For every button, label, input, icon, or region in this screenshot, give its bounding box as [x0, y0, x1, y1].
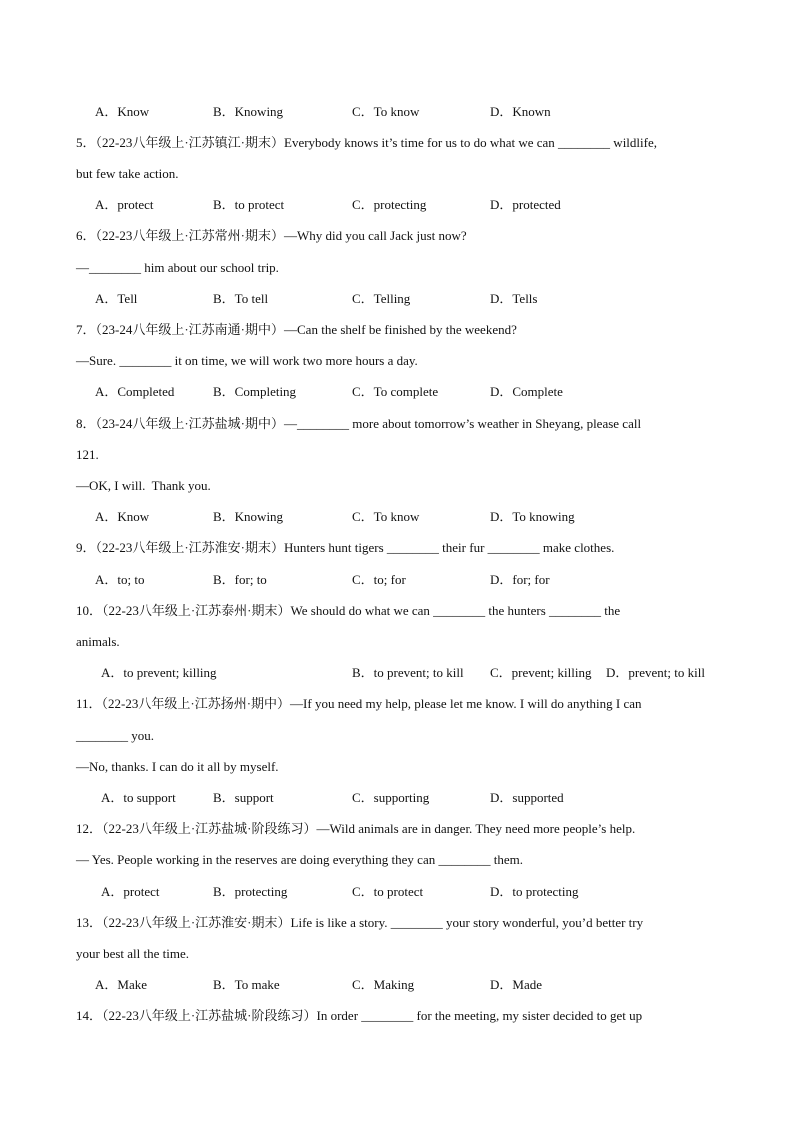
- question-source: （23-24八年级上·江苏盐城·期中）: [95, 416, 285, 431]
- option-c: C．prevent; killing: [490, 665, 592, 680]
- question-12-line-2: — Yes. People working in the reserves are doing everything they can ________ them.: [76, 852, 523, 867]
- option-c: C．To complete: [352, 384, 439, 399]
- option-a: A．Completed: [95, 384, 175, 399]
- option-b: B．for; to: [213, 572, 267, 587]
- question-10-line-1: [76, 603, 620, 619]
- question-source: （23-24八年级上·江苏南通·期中）: [95, 322, 285, 337]
- question-5-line-2: but few take action.: [76, 166, 179, 181]
- question-7-line-2: —Sure. ________ it on time, we will work two more hours a day.: [76, 353, 418, 368]
- option-b: B．protecting: [213, 884, 288, 899]
- question-11-line-2: ________ you.: [76, 728, 154, 743]
- question-9-line-1: [76, 540, 614, 556]
- option-b: B．To tell: [213, 291, 269, 306]
- option-d: D．To knowing: [490, 509, 575, 524]
- question-11-line-3: —No, thanks. I can do it all by myself.: [76, 759, 279, 774]
- option-d: D．prevent; to kill: [606, 665, 705, 680]
- option-c: C．to; for: [352, 572, 406, 587]
- option-b: B．Knowing: [213, 509, 284, 524]
- option-a: A．Tell: [95, 291, 138, 306]
- question-6-line-2: —________ him about our school trip.: [76, 260, 279, 275]
- option-b: B．To make: [213, 977, 280, 992]
- option-c: C．protecting: [352, 197, 427, 212]
- option-d: D．protected: [490, 197, 561, 212]
- question-stem: Everybody knows it’s time for us to do what we can ________ wildlife,: [284, 135, 657, 150]
- option-b: B．Completing: [213, 384, 297, 399]
- option-a: A．protect: [101, 884, 160, 899]
- question-source: （22-23八年级上·江苏镇江·期末）: [95, 135, 285, 150]
- option-d: D．Known: [490, 104, 551, 119]
- question-number: 11．: [76, 696, 102, 711]
- question-8-line-2: 121.: [76, 447, 99, 462]
- question-number: 14．: [76, 1008, 103, 1023]
- question-stem: —Why did you call Jack just now?: [284, 228, 467, 243]
- question-stem: —Can the shelf be finished by the weekend?: [284, 322, 517, 337]
- question-source: （22-23八年级上·江苏盐城·阶段练习）: [102, 821, 317, 836]
- option-d: D．Tells: [490, 291, 538, 306]
- question-source: （22-23八年级上·江苏泰州·期末）: [102, 603, 291, 618]
- question-stem: We should do what we can ________ the hunters ________ the: [290, 603, 621, 618]
- question-10-line-2: animals.: [76, 634, 120, 649]
- question-7-line-1: [76, 322, 517, 338]
- question-8-line-1: [76, 416, 641, 432]
- option-d: D．for; for: [490, 572, 550, 587]
- option-a: A．to support: [101, 790, 176, 805]
- option-d: D．Made: [490, 977, 542, 992]
- option-b: B．Knowing: [213, 104, 284, 119]
- question-number: 9．: [76, 540, 96, 555]
- option-a: A．Make: [95, 977, 147, 992]
- question-stem: —If you need my help, please let me know. I will do anything I can: [290, 696, 642, 711]
- question-11-line-1: [76, 696, 642, 712]
- question-13-line-2: your best all the time.: [76, 946, 190, 961]
- question-source: （22-23八年级上·江苏淮安·期末）: [102, 915, 291, 930]
- option-d: D．to protecting: [490, 884, 579, 899]
- question-source: （22-23八年级上·江苏扬州·期中）: [101, 696, 291, 711]
- option-c: C．To know: [352, 509, 420, 524]
- option-c: C．supporting: [352, 790, 430, 805]
- question-number: 7．: [76, 322, 96, 337]
- option-a: A．to; to: [95, 572, 145, 587]
- option-c: C．Telling: [352, 291, 411, 306]
- option-d: D．supported: [490, 790, 564, 805]
- option-d: D．Complete: [490, 384, 563, 399]
- question-8-line-3: —OK, I will. Thank you.: [76, 478, 211, 493]
- option-a: A．to prevent; killing: [101, 665, 217, 680]
- question-number: 10．: [76, 603, 103, 618]
- option-a: A．Know: [95, 509, 150, 524]
- option-c: C．To know: [352, 104, 420, 119]
- question-number: 6．: [76, 228, 96, 243]
- question-13-line-1: [76, 915, 643, 931]
- question-source: （22-23八年级上·江苏盐城·阶段练习）: [102, 1008, 317, 1023]
- question-stem: —Wild animals are in danger. They need more people’s help.: [316, 821, 636, 836]
- option-b: B．to protect: [213, 197, 285, 212]
- option-b: B．support: [213, 790, 274, 805]
- question-stem: Life is like a story. ________ your story wonderful, you’d better try: [290, 915, 644, 930]
- question-6-line-1: [76, 228, 467, 244]
- question-stem: In order ________ for the meeting, my sister decided to get up: [316, 1008, 643, 1023]
- question-14-line-1: [76, 1008, 642, 1024]
- question-number: 5．: [76, 135, 96, 150]
- option-c: C．Making: [352, 977, 415, 992]
- option-b: B．to prevent; to kill: [352, 665, 464, 680]
- option-c: C．to protect: [352, 884, 424, 899]
- question-5-line-1: [76, 135, 657, 151]
- question-number: 8．: [76, 416, 96, 431]
- option-a: A．Know: [95, 104, 150, 119]
- question-stem: Hunters hunt tigers ________ their fur ________ make clothes.: [284, 540, 615, 555]
- option-a: A．protect: [95, 197, 154, 212]
- question-number: 13．: [76, 915, 103, 930]
- question-stem: —________ more about tomorrow’s weather in Sheyang, please call: [284, 416, 642, 431]
- question-number: 12．: [76, 821, 103, 836]
- question-12-line-1: [76, 821, 635, 837]
- question-source: （22-23八年级上·江苏常州·期末）: [95, 228, 285, 243]
- question-source: （22-23八年级上·江苏淮安·期末）: [95, 540, 285, 555]
